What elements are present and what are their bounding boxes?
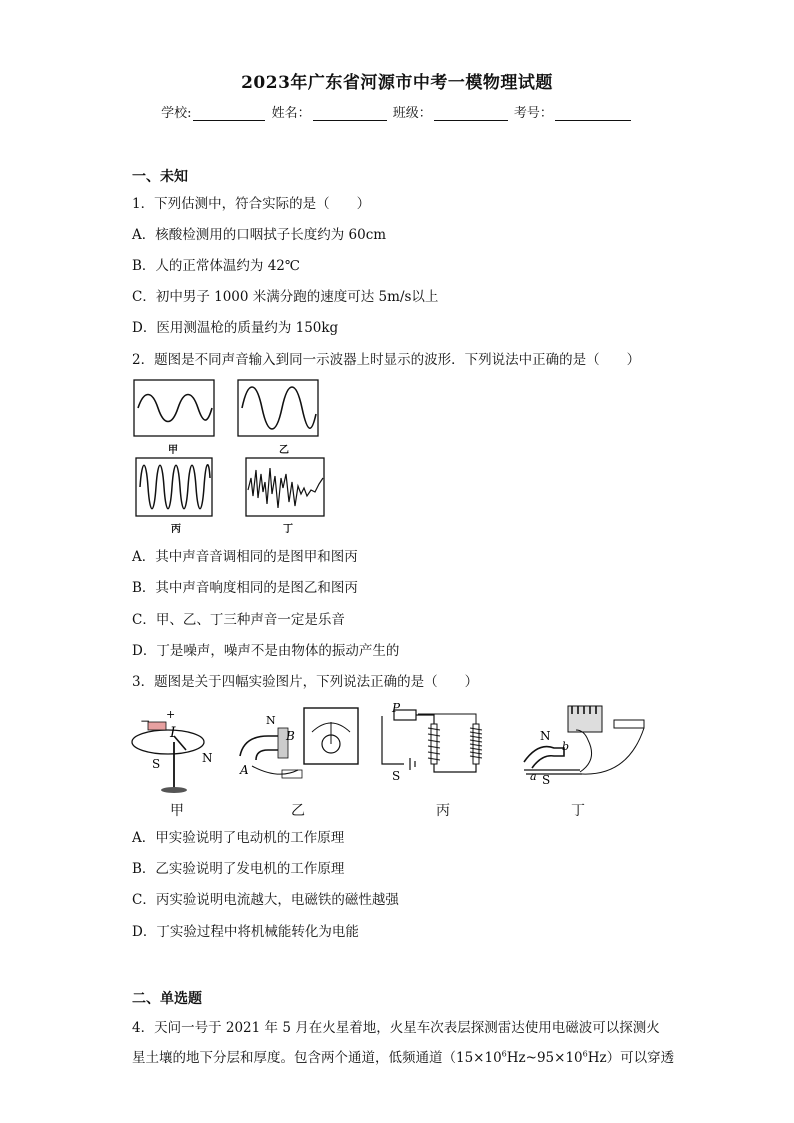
question-3-stem: 3．题图是关于四幅实验图片，下列说法正确的是（ ） <box>132 674 479 690</box>
caption-3-ding: 丁 <box>571 803 585 819</box>
experiment-figures <box>128 700 658 800</box>
label-b-yi: B <box>286 729 295 743</box>
caption-3-bing: 丙 <box>436 803 450 819</box>
label-a-yi: A <box>240 763 249 777</box>
exponent-1: 6 <box>501 1049 507 1059</box>
question-3-option-a: A．甲实验说明了电动机的工作原理 <box>132 830 345 846</box>
class-blank <box>434 106 508 121</box>
coil-1-icon <box>431 724 437 764</box>
caption-3-jia: 甲 <box>170 803 184 819</box>
student-info-row <box>0 102 794 121</box>
question-2-stem: 2．题图是不同声音输入到同一示波器上时显示的波形．下列说法中正确的是（ ） <box>132 352 641 368</box>
waveform-bing <box>140 465 210 509</box>
label-a-ding: a <box>530 770 537 783</box>
page-title: 2023年广东省河源市中考一模物理试题 <box>241 73 553 93</box>
question-2-option-a: A．其中声音音调相同的是图甲和图丙 <box>132 549 358 565</box>
school-blank <box>193 106 265 121</box>
coil-2-icon <box>473 724 479 764</box>
section-heading-1: 一、未知 <box>132 169 188 185</box>
class-label: 班级： <box>392 106 432 121</box>
question-2-option-b: B．其中声音响度相同的是图乙和图丙 <box>132 580 358 596</box>
waveform-frame-jia <box>134 380 214 436</box>
question-2-option-d: D．丁是噪声，噪声不是由物体的振动产生的 <box>132 643 400 659</box>
experiment-bing-electromagnet <box>382 701 482 783</box>
caption-bing: 丙 <box>171 524 181 535</box>
label-b-ding: b <box>562 740 570 753</box>
waveform-ding <box>248 468 323 508</box>
name-label: 姓名： <box>271 106 311 121</box>
question-4-line-2-b: Hz~95×10 <box>506 1050 583 1066</box>
question-4-line-1: 4．天问一号于 2021 年 5 月在火星着地，火星车次表层探测雷达使用电磁波可以探测火 <box>132 1020 660 1036</box>
experiment-ding-motor-rail <box>524 706 644 787</box>
id-label: 考号： <box>513 106 553 121</box>
caption-3-yi: 乙 <box>291 803 305 819</box>
label-s-bing: S <box>392 769 401 783</box>
horseshoe-magnet-icon <box>240 736 284 760</box>
switch-ding-icon <box>614 720 644 728</box>
question-2-option-c: C．甲、乙、丁三种声音一定是乐音 <box>132 612 345 628</box>
question-1-stem: 1．下列估测中，符合实际的是（ ） <box>132 196 371 212</box>
label-n-yi: N <box>266 714 276 727</box>
school-label: 学校: <box>161 106 192 121</box>
section-heading-2: 二、单选题 <box>132 991 202 1007</box>
compass-needle-icon <box>174 736 186 750</box>
label-minus: − <box>140 714 151 728</box>
experiment-jia-oersted <box>132 708 213 793</box>
waveform-yi <box>242 387 316 429</box>
question-4-line-2-a: 星土壤的地下分层和厚度。包含两个通道，低频通道（15×10 <box>132 1050 502 1066</box>
battery-icon <box>148 722 166 730</box>
exponent-2: 6 <box>582 1049 588 1059</box>
magnet-ding-icon <box>524 747 564 768</box>
caption-ding: 丁 <box>283 524 293 535</box>
name-blank <box>313 106 387 121</box>
label-current: I <box>170 725 176 741</box>
question-1-option-c: C．初中男子 1000 米满分跑的速度可达 5m/s以上 <box>132 289 439 305</box>
label-n-jia: N <box>202 751 213 765</box>
label-s-jia: S <box>152 757 161 771</box>
question-1-option-a: A．核酸检测用的口咽拭子长度约为 60cm <box>132 227 387 243</box>
label-n-ding: N <box>540 729 551 743</box>
oscilloscope-waveforms-figure <box>132 378 332 528</box>
question-1-option-b: B．人的正常体温约为 42℃ <box>132 258 300 274</box>
battery-box-icon <box>568 706 602 732</box>
waveform-jia <box>138 395 212 422</box>
label-s-ding: S <box>542 773 551 787</box>
experiment-yi-galvanometer <box>239 708 358 778</box>
label-plus: + <box>166 708 176 721</box>
label-p: P <box>392 701 401 715</box>
question-3-option-c: C．丙实验说明电流越大，电磁铁的磁性越强 <box>132 892 399 908</box>
question-4-line-2-c: Hz）可以穿透 <box>587 1050 675 1066</box>
caption-jia: 甲 <box>168 445 178 456</box>
caption-yi: 乙 <box>279 445 289 456</box>
question-4-line-2 <box>132 1046 674 1066</box>
question-3-option-b: B．乙实验说明了发电机的工作原理 <box>132 861 345 877</box>
question-3-option-d: D．丁实验过程中将机械能转化为电能 <box>132 924 359 940</box>
question-1-option-d: D．医用测温枪的质量约为 150kg <box>132 320 339 336</box>
id-blank <box>555 106 631 121</box>
